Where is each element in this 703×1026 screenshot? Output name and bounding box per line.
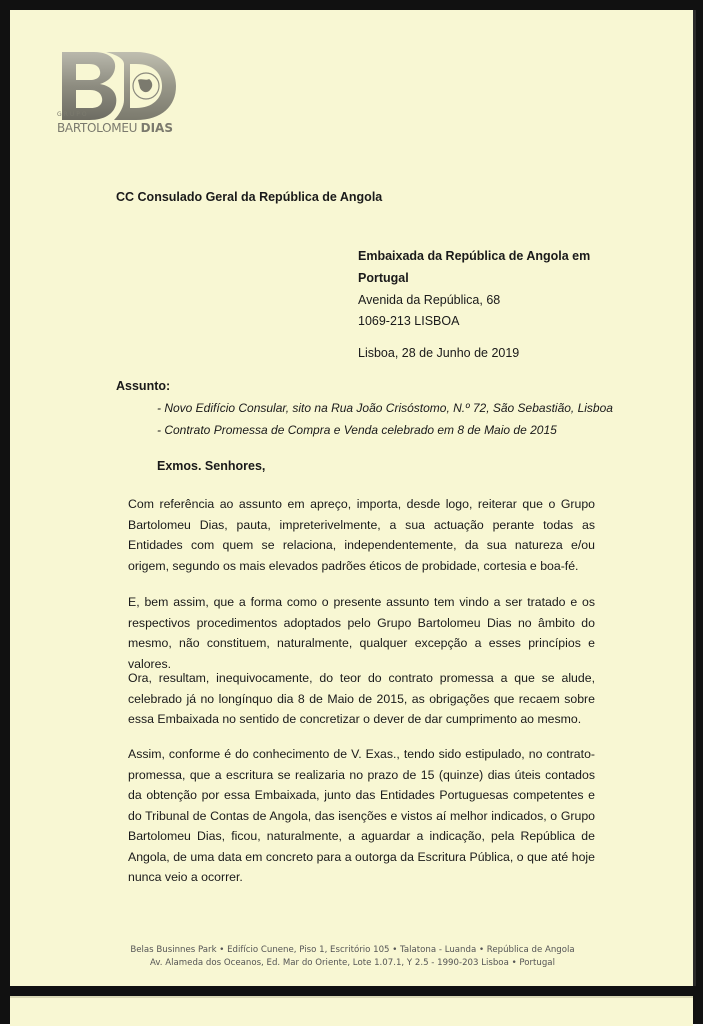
subject-item-2: - Contrato Promessa de Compra e Venda celebrado em 8 de Maio de 2015	[157, 423, 557, 437]
logo-name-text	[57, 121, 173, 135]
logo-wordmark	[57, 112, 173, 135]
body-paragraph-4: Assim, conforme é do conhecimento de V. Exas., tendo sido estipulado, no contrato-promessa, que a escritura se realizaria no prazo de 15 (quinze) dias úteis contados da obtenção por essa Embaixada, junto das Entidades Portuguesas competentes e do Tribunal de Contas de Angola, das isenções e vistos aí melhor indicados, o Grupo Bartolomeu Dias, ficou, naturalmente, a aguardar a indicação, pela República de Angola, de uma data em concreto para a outorga da Escritura Pública, o que até hoje nunca veio a ocorrer.	[128, 747, 595, 884]
recipient-line-2: Portugal	[358, 271, 409, 285]
logo-grupo-text: GRUPO	[57, 111, 89, 118]
recipient-line-1: Embaixada da República de Angola em	[358, 249, 591, 263]
recipient-postcode: 1069-213 LISBOA	[358, 314, 460, 328]
letter-page	[10, 10, 696, 986]
cc-line: CC Consulado Geral da República de Angola	[116, 190, 383, 204]
subject-item-1: - Novo Edifício Consular, sito na Rua João Crisóstomo, N.º 72, São Sebastião, Lisboa	[157, 401, 613, 415]
body-paragraph-3: Ora, resultam, inequivocamente, do teor do contrato promessa a que se alude, celebrado já no longínquo dia 8 de Maio de 2015, as obrigações que recaem sobre essa Embaixada no sentido de concretizar o dever de dar cumprimento ao mesmo.	[128, 671, 595, 726]
footer-address-angola: Belas Businnes Park • Edifício Cunene, Piso 1, Escritório 105 • Talatona - Luanda • República de Angola	[130, 945, 575, 955]
footer-address-portugal: Av. Alameda dos Oceanos, Ed. Mar do Oriente, Lote 1.07.1, Y 2.5 - 1990-203 Lisboa • Portugal	[150, 958, 555, 968]
recipient-address: Avenida da República, 68	[358, 293, 501, 307]
subject-label: Assunto:	[116, 379, 171, 393]
body-paragraph-2: E, bem assim, que a forma como o presente assunto tem vindo a ser tratado e os respectivos procedimentos adoptados pelo Grupo Bartolomeu Dias no âmbito do mesmo, não constituem, naturalmente, qualquer excepção a esses princípios e valores.	[128, 595, 595, 671]
body-paragraph-1: Com referência ao assunto em apreço, importa, desde logo, reiterar que o Grupo Bartolomeu Dias, pauta, impreterivelmente, a sua actuação perante todas as Entidades com quem se relaciona, independentemente, da sua natureza e/ou origem, segundo os mais elevados padrões éticos de probidade, cortesia e boa-fé.	[128, 497, 595, 573]
letter-date: Lisboa, 28 de Junho de 2019	[358, 346, 520, 360]
logo-name-bold: DIAS	[140, 121, 173, 135]
logo-name-light: BARTOLOMEU	[57, 121, 138, 135]
next-page-edge	[10, 996, 693, 1026]
salutation: Exmos. Senhores,	[157, 459, 266, 473]
